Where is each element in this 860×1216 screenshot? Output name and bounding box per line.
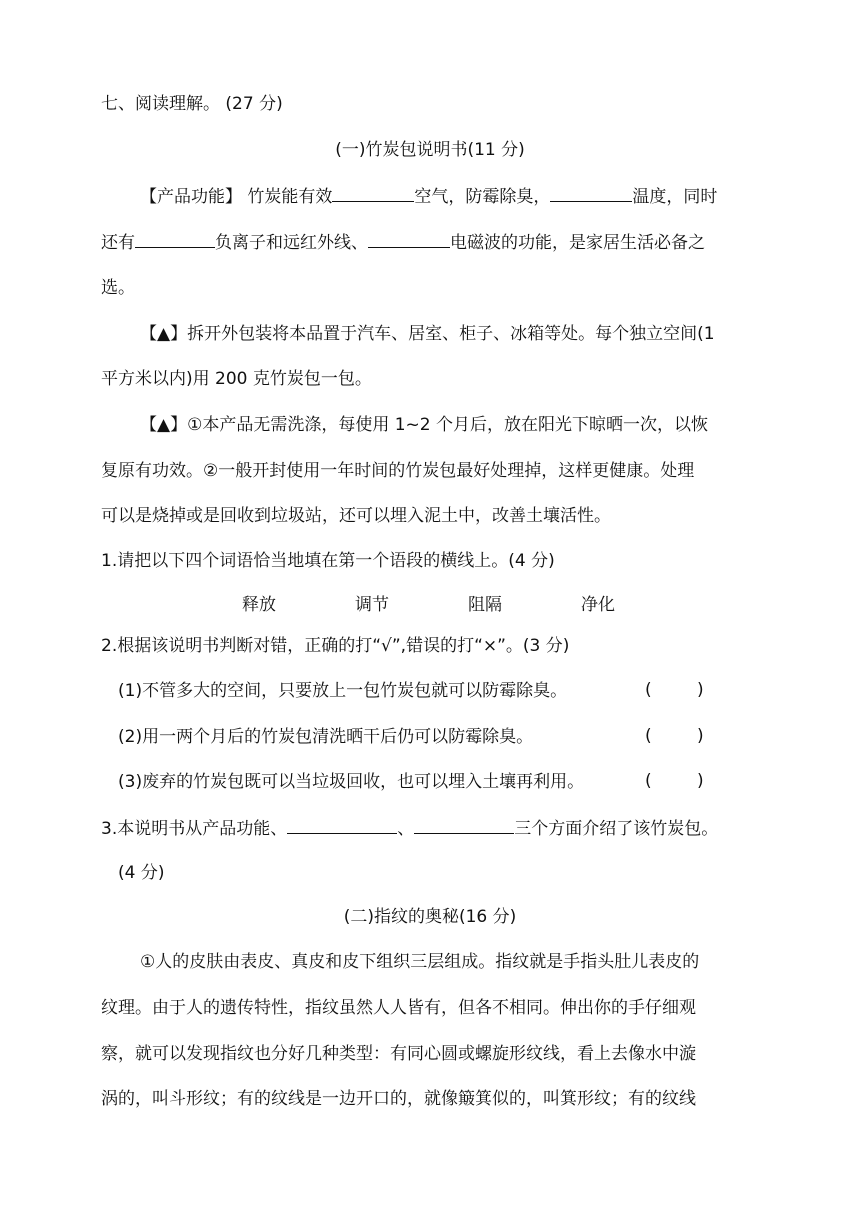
word-bank-item: 阻隔 — [468, 595, 502, 615]
q2-item-2: (2)用一两个月后的竹炭包清洗晒干后仍可以防霉除臭。 — [118, 727, 534, 747]
answer-paren-open[interactable]: ( — [645, 771, 652, 791]
para3-line1: 【▲】①本产品无需洗涤，每使用 1~2 个月后，放在阳光下晾晒一次，以恢 — [140, 415, 708, 435]
para1-text-a: 【产品功能】 竹炭能有效 — [140, 187, 333, 207]
para2-line2: 平方米以内)用 200 克竹炭包一包。 — [101, 369, 372, 389]
answer-paren-close[interactable]: ) — [697, 680, 704, 700]
section-heading: 七、阅读理解。 (27 分) — [101, 94, 283, 114]
part1-title: (一)竹炭包说明书(11 分) — [335, 140, 525, 160]
blank-1[interactable] — [332, 185, 414, 202]
part2-line-1: ①人的皮肤由表皮、真皮和皮下组织三层组成。指纹就是手指头肚儿表皮的 — [140, 952, 700, 972]
blank-5[interactable] — [287, 817, 397, 834]
para1-line1 — [140, 185, 717, 208]
blank-6[interactable] — [414, 817, 514, 834]
para1-line2 — [101, 231, 705, 254]
blank-4[interactable] — [368, 231, 450, 248]
blank-2[interactable] — [550, 185, 632, 202]
word-bank-item: 净化 — [581, 595, 615, 615]
question-3-score: (4 分) — [118, 863, 165, 883]
answer-paren-close[interactable]: ) — [697, 726, 704, 746]
question-2: 2.根据该说明书判断对错，正确的打“√”,错误的打“×”。(3 分) — [101, 636, 570, 656]
word-bank-item: 调节 — [355, 595, 389, 615]
para2-line1: 【▲】拆开外包装将本品置于汽车、居室、柜子、冰箱等处。每个独立空间(1 — [140, 324, 715, 344]
para1-text-c: 温度，同时 — [632, 187, 718, 207]
part2-title: (二)指纹的奥秘(16 分) — [343, 907, 517, 927]
para1-text-e: 负离子和远红外线、 — [215, 233, 368, 253]
part2-line-3: 察，就可以发现指纹也分好几种类型：有同心圆或螺旋形纹线，看上去像水中漩 — [101, 1044, 696, 1064]
part2-line-4: 涡的，叫斗形纹；有的纹线是一边开口的，就像簸箕似的，叫箕形纹；有的纹线 — [101, 1089, 696, 1109]
para1-text-d: 还有 — [101, 233, 135, 253]
blank-3[interactable] — [135, 231, 215, 248]
answer-paren-open[interactable]: ( — [645, 726, 652, 746]
q3-text-a: 3.本说明书从产品功能、 — [101, 819, 288, 839]
q2-item-1: (1)不管多大的空间，只要放上一包竹炭包就可以防霉除臭。 — [118, 681, 568, 701]
word-bank-item: 释放 — [242, 595, 276, 615]
q3-text-c: 三个方面介绍了该竹炭包。 — [514, 819, 719, 839]
para3-line2: 复原有功效。②一般开封使用一年时间的竹炭包最好处理掉，这样更健康。处理 — [101, 461, 695, 481]
question-3 — [101, 817, 718, 840]
para3-line3: 可以是烧掉或是回收到垃圾站，还可以埋入泥土中，改善土壤活性。 — [101, 506, 611, 526]
q3-text-b: 、 — [397, 819, 415, 839]
para1-line3: 选。 — [101, 278, 135, 298]
para1-text-b: 空气，防霉除臭， — [414, 187, 551, 207]
part2-line-2: 纹理。由于人的遗传特性，指纹虽然人人皆有，但各不相同。伸出你的手仔细观 — [101, 998, 696, 1018]
para1-text-f: 电磁波的功能，是家居生活必备之 — [450, 233, 705, 253]
answer-paren-close[interactable]: ) — [697, 771, 704, 791]
question-1: 1.请把以下四个词语恰当地填在第一个语段的横线上。(4 分) — [101, 551, 555, 571]
q2-item-3: (3)废弃的竹炭包既可以当垃圾回收，也可以埋入土壤再利用。 — [118, 772, 585, 792]
answer-paren-open[interactable]: ( — [645, 680, 652, 700]
